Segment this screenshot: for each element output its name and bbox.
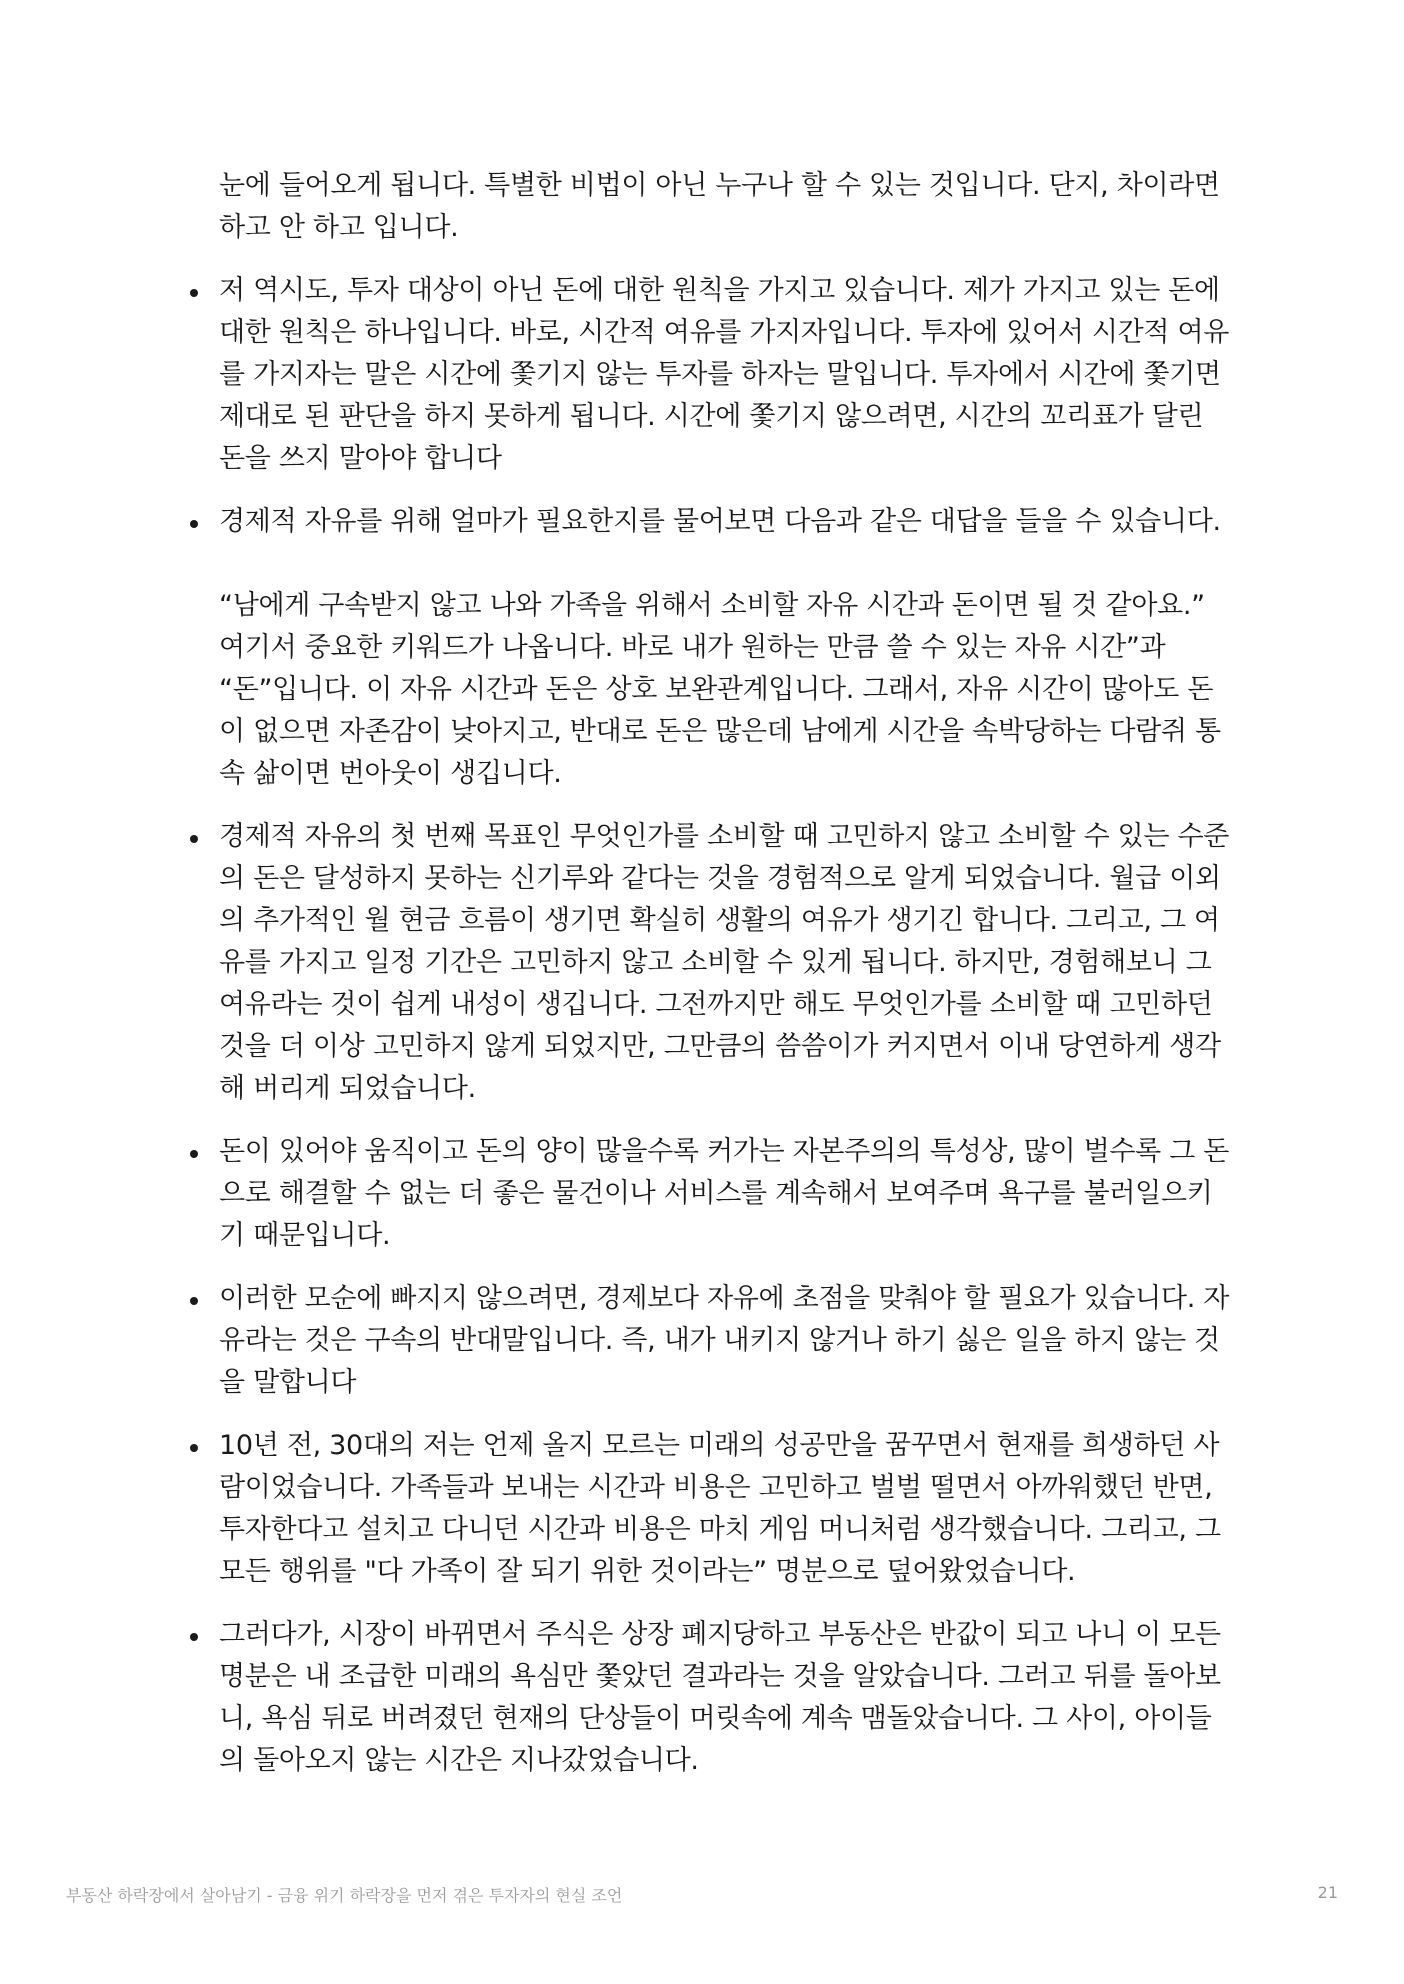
paragraph-gap xyxy=(219,543,1240,585)
text-line: “남에게 구속받지 않고 나와 가족을 위해서 소비할 자유 시간과 돈이면 될 것 같아요.” xyxy=(219,590,1205,621)
text-line: 속 삶이면 번아웃이 생깁니다. xyxy=(219,758,562,789)
page-number: 21 xyxy=(1317,1883,1338,1902)
bullet-item xyxy=(190,1614,1240,1782)
text-line: 경제적 자유를 위해 얼마가 필요한지를 물어보면 다음과 같은 대답을 들을 수 있습니다. xyxy=(219,506,1221,537)
text-line: 대한 원칙은 하나입니다. 바로, 시간적 여유를 가지자입니다. 투자에 있어서 시간적 여유 xyxy=(219,317,1230,348)
footer-book-title: 부동산 하락장에서 살아남기 - 금융 위기 하락장을 먼저 겪은 투자자의 현실 조언 xyxy=(66,1886,623,1905)
text-line: 것을 더 이상 고민하지 않게 되었지만, 그만큼의 씀씀이가 커지면서 이내 당연하게 생각 xyxy=(219,1031,1221,1062)
text-line: 유라는 것은 구속의 반대말입니다. 즉, 내가 내키지 않거나 하기 싫은 일을 하지 않는 것 xyxy=(219,1325,1220,1356)
page-content xyxy=(190,165,1240,1803)
text-line: 를 가지자는 말은 시간에 쫓기지 않는 투자를 하자는 말입니다. 투자에서 시간에 쫓기면 xyxy=(219,359,1221,390)
text-line: 여기서 중요한 키워드가 나옵니다. 바로 내가 원하는 만큼 쓸 수 있는 자유 시간”과 xyxy=(219,632,1166,663)
text-line: 니, 욕심 뒤로 버려졌던 현재의 단상들이 머릿속에 계속 맴돌았습니다. 그 사이, 아이들 xyxy=(219,1703,1212,1734)
text-line: 경제적 자유의 첫 번째 목표인 무엇인가를 소비할 때 고민하지 않고 소비할 수 있는 수준 xyxy=(219,821,1230,852)
bullet-item xyxy=(190,1131,1240,1257)
text-line: 그러다가, 시장이 바뀌면서 주식은 상장 폐지당하고 부동산은 반값이 되고 나니 이 모든 xyxy=(219,1619,1221,1650)
text-line: 기 때문입니다. xyxy=(219,1220,391,1251)
text-line: 하고 안 하고 입니다. xyxy=(219,212,459,243)
text-line: 10년 전, 30대의 저는 언제 올지 모르는 미래의 성공만을 꿈꾸면서 현재를 희생하던 사 xyxy=(219,1430,1220,1461)
text-line: 을 말합니다 xyxy=(219,1367,357,1398)
text-line: 의 돌아오지 않는 시간은 지나갔었습니다. xyxy=(219,1745,699,1776)
text-line: 명분은 내 조급한 미래의 욕심만 쫓았던 결과라는 것을 알았습니다. 그러고 뒤를 돌아보 xyxy=(219,1661,1221,1692)
bullet-item xyxy=(190,816,1240,1110)
text-line: 눈에 들어오게 됩니다. 특별한 비법이 아닌 누구나 할 수 있는 것입니다. 단지, 차이라면 xyxy=(219,170,1220,201)
text-line: 으로 해결할 수 없는 더 좋은 물건이나 서비스를 계속해서 보여주며 욕구를 불러일으키 xyxy=(219,1178,1213,1209)
text-line: 여유라는 것이 쉽게 내성이 생깁니다. 그전까지만 해도 무엇인가를 소비할 때 고민하던 xyxy=(219,989,1213,1020)
paragraph-continuation xyxy=(190,165,1240,249)
page-footer xyxy=(66,1883,1338,1907)
bullet-item xyxy=(190,1278,1240,1404)
text-line: 유를 가지고 일정 기간은 고민하지 않고 소비할 수 있게 됩니다. 하지만, 경험해보니 그 xyxy=(219,947,1212,978)
text-line: 이 없으면 자존감이 낮아지고, 반대로 돈은 많은데 남에게 시간을 속박당하는 다람쥐 통 xyxy=(219,716,1221,747)
text-line: 제대로 된 판단을 하지 못하게 됩니다. 시간에 쫓기지 않으려면, 시간의 꼬리표가 달린 xyxy=(219,401,1204,432)
bullet-item xyxy=(190,501,1240,795)
text-line: 이러한 모순에 빠지지 않으려면, 경제보다 자유에 초점을 맞춰야 할 필요가 있습니다. 자 xyxy=(219,1283,1230,1314)
bullet-item xyxy=(190,270,1240,480)
text-line: 돈을 쓰지 말아야 합니다 xyxy=(219,443,502,474)
text-line: 의 돈은 달성하지 못하는 신기루와 같다는 것을 경험적으로 알게 되었습니다. 월급 이외 xyxy=(219,863,1221,894)
bullet-item xyxy=(190,1425,1240,1593)
text-line: 의 추가적인 월 현금 흐름이 생기면 확실히 생활의 여유가 생기긴 합니다. 그리고, 그 여 xyxy=(219,905,1220,936)
text-line: 모든 행위를 "다 가족이 잘 되기 위한 것이라는” 명분으로 덮어왔었습니다. xyxy=(219,1556,1076,1587)
text-line: 투자한다고 설치고 다니던 시간과 비용은 마치 게임 머니처럼 생각했습니다. 그리고, 그 xyxy=(219,1514,1221,1545)
text-line: 저 역시도, 투자 대상이 아닌 돈에 대한 원칙을 가지고 있습니다. 제가 가지고 있는 돈에 xyxy=(219,275,1220,306)
text-line: “돈”입니다. 이 자유 시간과 돈은 상호 보완관계입니다. 그래서, 자유 시간이 많아도 돈 xyxy=(219,674,1214,705)
text-line: 람이었습니다. 가족들과 보내는 시간과 비용은 고민하고 벌벌 떨면서 아까워했던 반면, xyxy=(219,1472,1213,1503)
text-line: 해 버리게 되었습니다. xyxy=(219,1073,476,1104)
text-line: 돈이 있어야 움직이고 돈의 양이 많을수록 커가는 자본주의의 특성상, 많이 벌수록 그 돈 xyxy=(219,1136,1230,1167)
